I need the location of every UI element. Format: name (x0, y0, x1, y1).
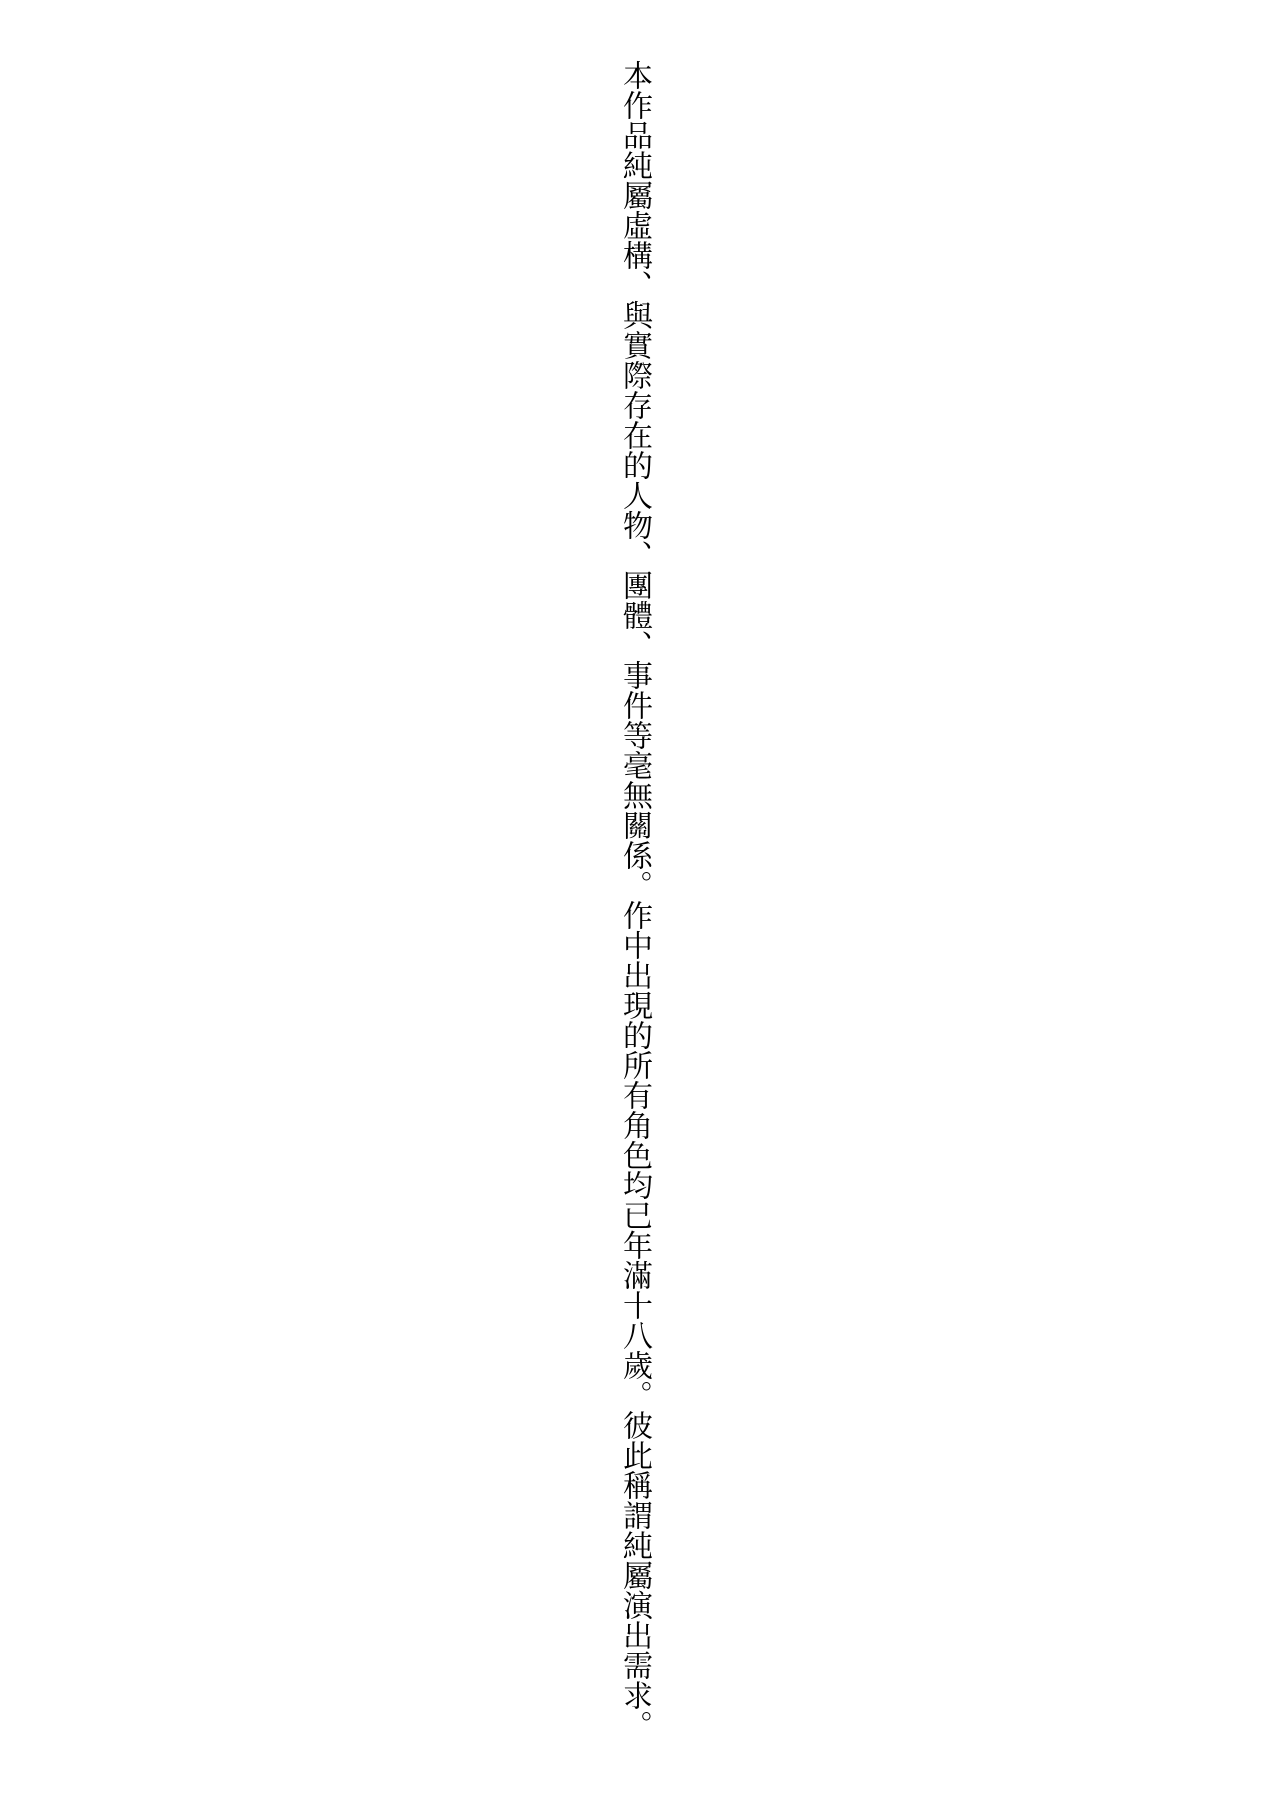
disclaimer-text: 本作品純屬虛構、與實際存在的人物、團體、事件等毫無關係。作中出現的所有角色均已年滿十八歲。彼此稱謂純屬演出需求。 (617, 60, 652, 1740)
